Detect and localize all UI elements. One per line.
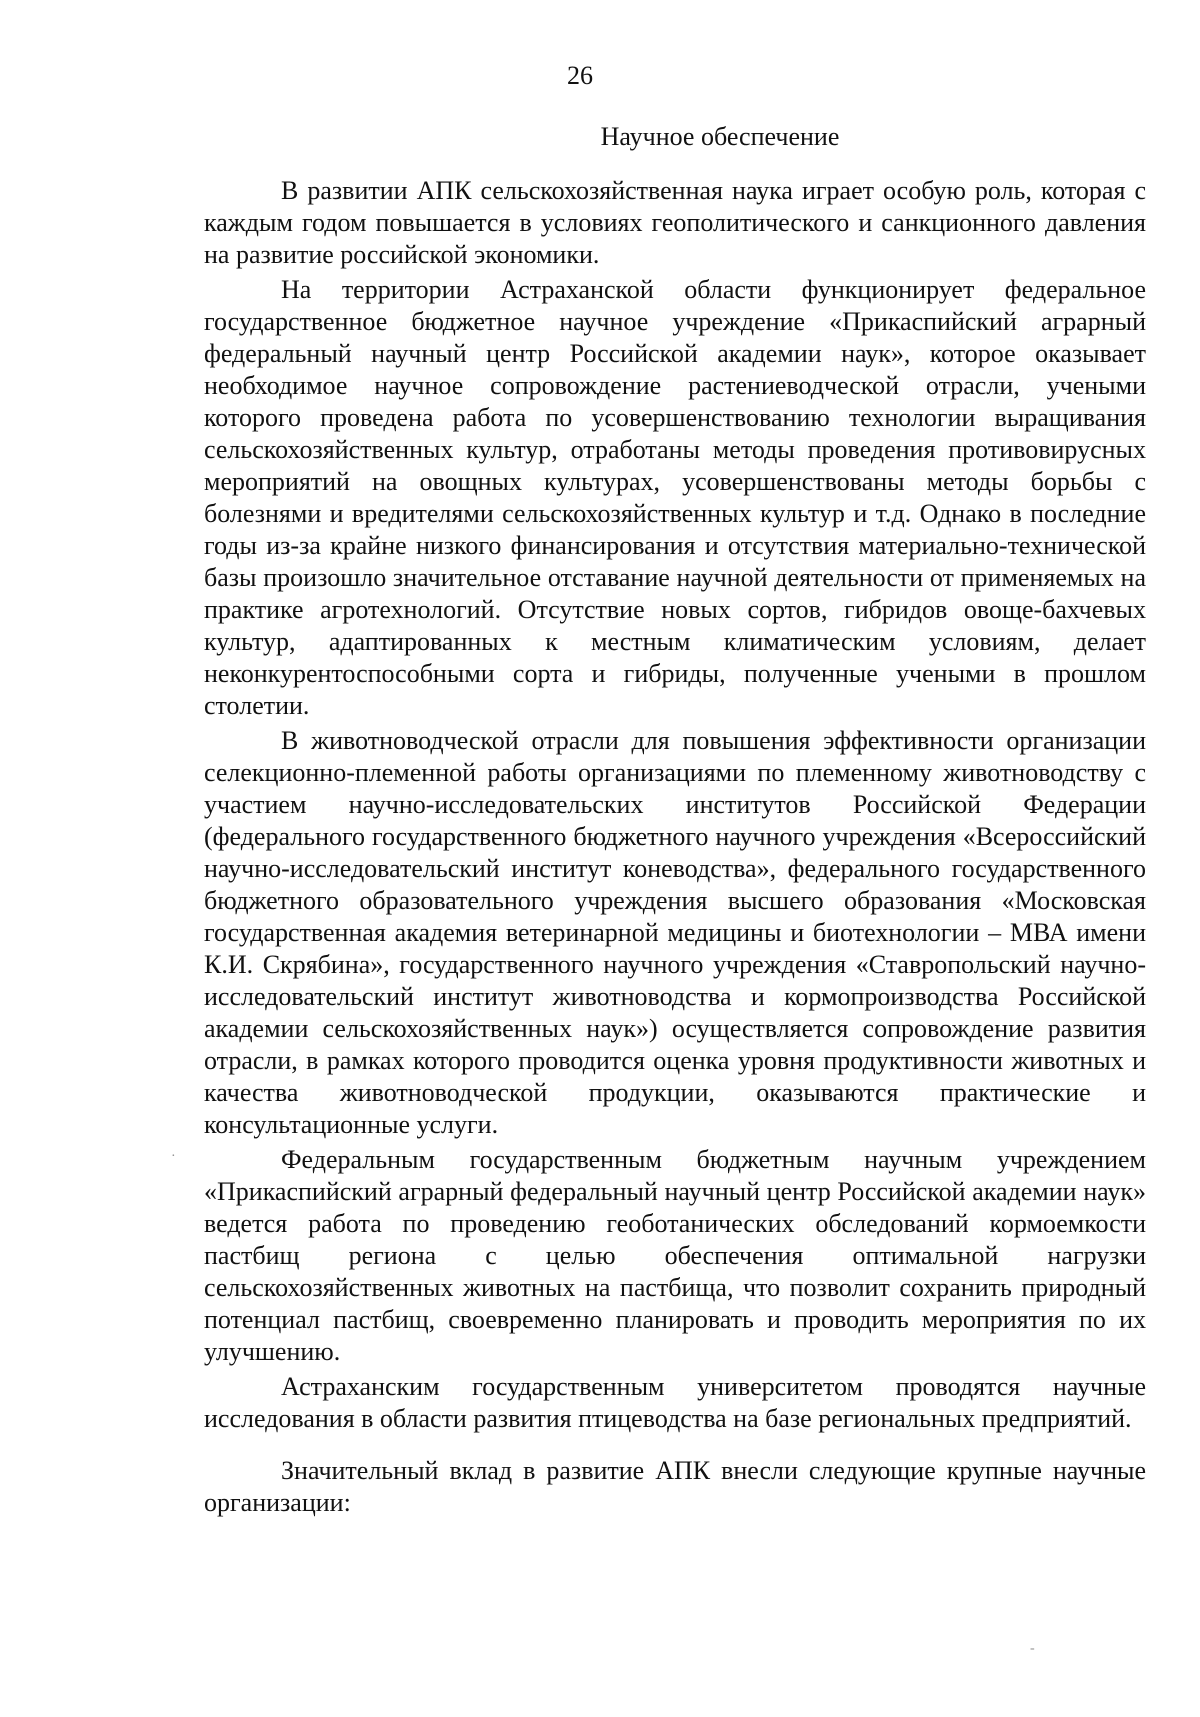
- section-title: Научное обеспечение: [600, 122, 840, 151]
- paragraph-pasture-research: Федеральным государственным бюджетным научным учреждением «Прикаспийский аграрный федеральный научный центр Российской академии наук» ведется работа по проведению геоботанических обследований кормоемкости пастбищ региона с целью обеспечения оптимальной нагрузки сельскохозяйственных животных на пастбища, что позволит сохранить природный потенциал пастбищ, своевременно планировать и проводить мероприятия по их улучшению.: [204, 1145, 1146, 1366]
- scan-dash-mark: -: [1030, 1641, 1035, 1656]
- paragraph-organizations: Значительный вклад в развитие АПК внесли следующие крупные научные организации:: [204, 1456, 1146, 1517]
- paragraph-crop-science: На территории Астраханской области функционирует федеральное государственное бюджетное научное учреждение «Прикаспийский аграрный федеральный научный центр Российской академии наук», которое оказывает необходимое научное сопровождение растениеводческой отрасли, учеными которого проведена работа по усовершенствованию технологии выращивания сельскохозяйственных культур, отработаны методы проведения противовирусных мероприятий на овощных культурах, усовершенствованы методы борьбы с болезнями и вредителями сельскохозяйственных культур и т.д. Однако в последние годы из-за крайне низкого финансирования и отсутствия материально-технической базы произошло значительное отставание научной деятельности от применяемых на практике агротехнологий. Отсутствие новых сортов, гибридов овоще-бахчевых культур, адаптированных к местным климатическим условиям, делает неконкурентоспособными сорта и гибриды, полученные учеными в прошлом столетии.: [204, 275, 1146, 720]
- paragraph-poultry-research: Астраханским государственным университетом проводятся научные исследования в области развития птицеводства на базе региональных предприятий.: [204, 1372, 1146, 1433]
- paragraph-livestock: В животноводческой отрасли для повышения эффективности организации селекционно-племенной работы организациями по племенному животноводству с участием научно-исследовательских институтов Российской Федерации (федерального государственного бюджетного научного учреждения «Всероссийский научно-исследовательский институт коневодства», федерального государственного бюджетного образовательного учреждения высшего образования «Московская государственная академия ветеринарной медицины и биотехнологии – МВА имени К.И. Скрябина», государственного научного учреждения «Ставропольский научно-исследовательский институт животноводства и кормопроизводства Российской академии сельскохозяйственных наук») осуществляется сопровождение развития отрасли, в рамках которого проводится оценка уровня продуктивности животных и качества животноводческой продукции, оказываются практические и консультационные услуги.: [204, 726, 1146, 1139]
- body-text: [204, 175, 1146, 1522]
- paragraph-intro: В развитии АПК сельскохозяйственная наука играет особую роль, которая с каждым годом повышается в условиях геополитического и санкционного давления на развитие российской экономики.: [204, 176, 1146, 269]
- page-number: 26: [567, 61, 593, 90]
- scan-dot-mark: ·: [171, 1149, 176, 1164]
